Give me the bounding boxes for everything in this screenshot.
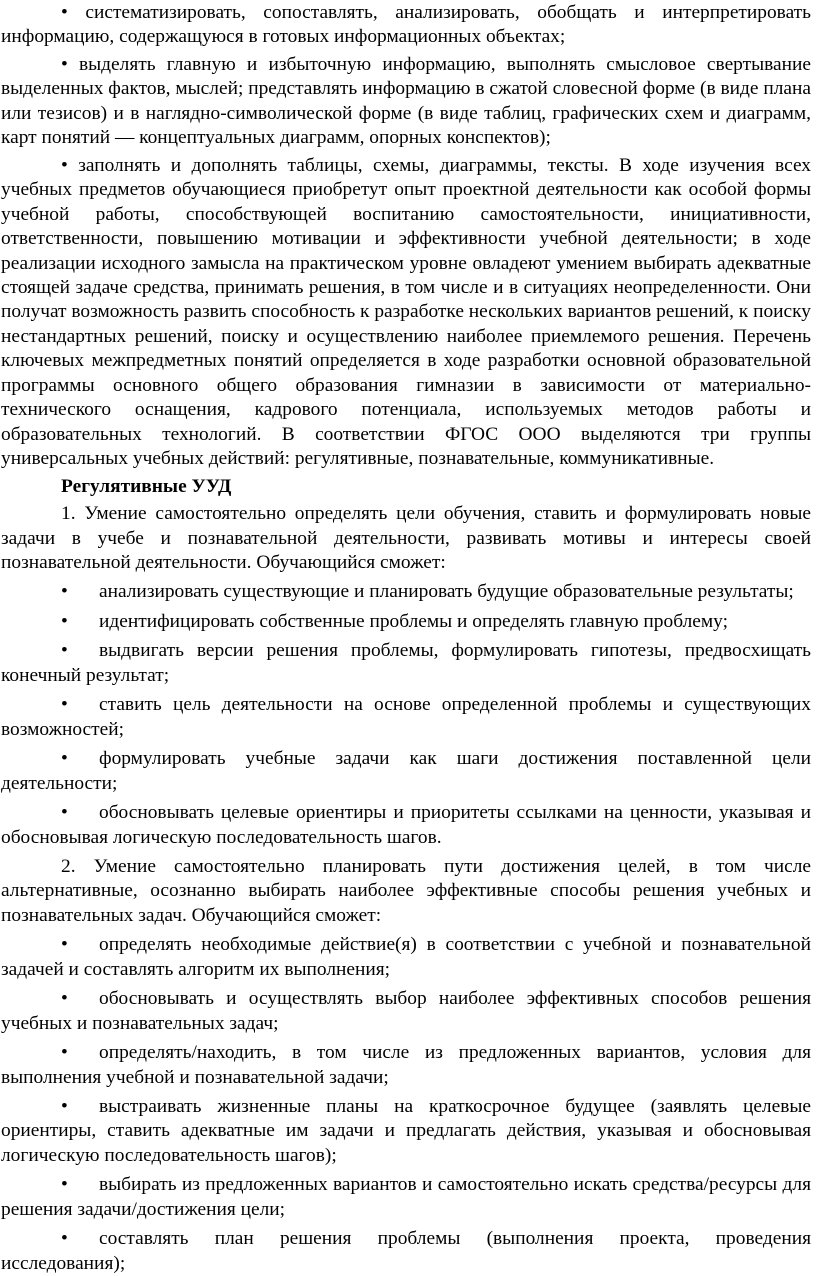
goal-2-item-text: обосновывать и осуществлять выбор наиболее эффективных способов решения учебных и познавательных задач; (1, 988, 811, 1034)
goal-2-item (1, 1227, 811, 1276)
bullet-mark: • (61, 1228, 68, 1250)
goal-1-item (1, 747, 811, 796)
goal-1-item-text: анализировать существующие и планировать будущие образовательные результаты; (99, 581, 794, 603)
bullet-mark: • (61, 581, 68, 603)
bullet-mark: • (61, 1042, 68, 1064)
goal-1-item-text: идентифицировать собственные проблемы и определять главную проблему; (99, 610, 728, 632)
bullet-mark: • (61, 610, 68, 632)
bullet-mark: • (61, 988, 68, 1010)
goal-1-item-text: выдвигать версии решения проблемы, формулировать гипотезы, предвосхищать конечный результат; (1, 640, 811, 686)
goal-1-item (1, 610, 811, 634)
goal-1-item (1, 580, 811, 604)
goal-1-item-text: формулировать учебные задачи как шаги достижения поставленной цели деятельности; (1, 748, 811, 794)
intro-bullet-3: • заполнять и дополнять таблицы, схемы, диаграммы, тексты. В ходе изучения всех учебных предметов обучающиеся приобретут опыт проектной деятельности как особой формы учебной работы, способствующей воспитанию самостоятельности, инициативности, ответственности, повышению мотивации и эффективности учебной деятельности; в ходе реализации исходного замысла на практическом уровне овладеют умением выбирать адекватные стоящей задаче средства, принимать решения, в том числе и в ситуациях неопределенности. Они получат возможность развить способность к разработке нескольких вариантов решений, к поиску нестандартных решений, поиску и осуществлению наиболее приемлемого решения. Перечень ключевых межпредметных понятий определяется в ходе разработки основной образовательной программы основного общего образования гимназии в зависимости от материально-технического оснащения, кадрового потенциала, используемых методов работы и образовательных технологий. В соответствии ФГОС ООО выделяются три группы универсальных учебных действий: регулятивные, познавательные, коммуникативные. (1, 154, 811, 470)
goal-2-item (1, 933, 811, 982)
goal-2-item (1, 1173, 811, 1222)
goal-1-item-text: обосновывать целевые ориентиры и приоритеты ссылками на ценности, указывая и обосновывая логическую последовательность шагов. (1, 802, 811, 848)
goal-2-paragraph: 2. Умение самостоятельно планировать пути достижения целей, в том числе альтернативные, осознанно выбирать наиболее эффективные способы решения учебных и познавательных задач. Обучающийся сможет: (1, 855, 811, 926)
intro-bullet-1: • систематизировать, сопоставлять, анализировать, обобщать и интерпретировать информацию, содержащуюся в готовых информационных объектах; (1, 2, 811, 48)
goal-1-item-text: ставить цель деятельности на основе определенной проблемы и существующих возможностей; (1, 694, 811, 740)
goal-2-item (1, 987, 811, 1036)
bullet-mark: • (61, 802, 68, 824)
bullet-mark: • (61, 1174, 68, 1196)
goal-1-paragraph: 1. Умение самостоятельно определять цели обучения, ставить и формулировать новые задачи в учебе и познавательной деятельности, развивать мотивы и интересы своей познавательной деятельности. Обучающийся сможет: (1, 503, 811, 573)
goal-1-item (1, 639, 811, 688)
goal-2-item-text: составлять план решения проблемы (выполнения проекта, проведения исследования); (1, 1228, 811, 1274)
bullet-mark: • (61, 640, 68, 662)
goal-1-item (1, 693, 811, 742)
bullet-mark: • (61, 1096, 68, 1118)
bullet-mark: • (61, 934, 68, 956)
section-heading: Регулятивные УУД (61, 475, 232, 497)
goal-2-item (1, 1095, 811, 1168)
goal-2-item-text: выбирать из предложенных вариантов и самостоятельно искать средства/ресурсы для решения задачи/достижения цели; (1, 1174, 811, 1220)
goal-1-item (1, 801, 811, 850)
bullet-mark: • (61, 694, 68, 716)
intro-bullet-2: • выделять главную и избыточную информацию, выполнять смысловое свертывание выделенных фактов, мыслей; представлять информацию в сжатой словесной форме (в виде плана или тезисов) и в наглядно-символической форме (в виде таблиц, графических схем и диаграмм, карт понятий — концептуальных диаграмм, опорных конспектов); (1, 53, 811, 149)
goal-2-item-text: выстраивать жизненные планы на краткосрочное будущее (заявлять целевые ориентиры, ставить адекватные им задачи и предлагать действия, указывая и обосновывая логическую последовательность шагов); (1, 1096, 811, 1166)
goal-2-item-text: определять/находить, в том числе из предложенных вариантов, условия для выполнения учебной и познавательной задачи; (1, 1042, 811, 1088)
bullet-mark: • (61, 748, 68, 770)
goal-2-item (1, 1041, 811, 1090)
goal-2-item-text: определять необходимые действие(я) в соответствии с учебной и познавательной задачей и составлять алгоритм их выполнения; (1, 934, 811, 980)
